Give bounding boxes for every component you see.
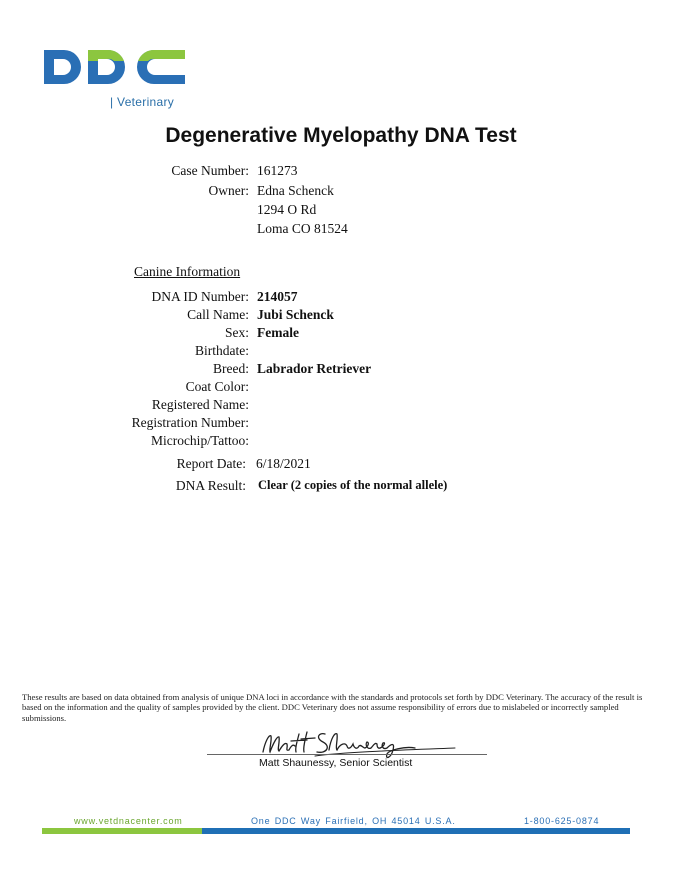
disclaimer-text: These results are based on data obtained from analysis of unique DNA loci in accordance with the standards and protocols set forth by DDC Veterinary. The accuracy of the result is based on the information and the quality of samples provided by the client. DDC Veterinary does not assume responsibility of errors due to mislabeled or incorrectly sampled submissions. <box>22 692 643 723</box>
case-number-value: 161273 <box>257 163 298 178</box>
report-date-value: 6/18/2021 <box>256 456 311 471</box>
footer-bar-green <box>42 828 202 834</box>
dna-id-label: DNA ID Number: <box>151 289 249 304</box>
logo-subtitle: | Veterinary <box>110 95 175 109</box>
page-title: Degenerative Myelopathy DNA Test <box>165 124 517 147</box>
owner-name: Edna Schenck <box>257 183 334 198</box>
sex-value: Female <box>257 325 299 340</box>
footer-address: One DDC Way Fairfield, OH 45014 U.S.A. <box>251 816 456 826</box>
footer-bar-blue <box>202 828 630 834</box>
dna-result-label: DNA Result: <box>175 478 246 493</box>
call-name-value: Jubi Schenck <box>257 307 334 322</box>
microchip-label: Microchip/Tattoo: <box>150 433 249 448</box>
birthdate-label: Birthdate: <box>195 343 249 358</box>
owner-address-line1: 1294 O Rd <box>257 202 317 217</box>
footer-phone: 1-800-625-0874 <box>524 816 600 826</box>
registration-number-label: Registration Number: <box>131 415 249 430</box>
canine-section-heading: Canine Information <box>134 264 241 279</box>
registered-name-label: Registered Name: <box>151 397 249 412</box>
owner-label: Owner: <box>208 183 249 198</box>
sex-label: Sex: <box>224 325 249 340</box>
footer-website[interactable]: www.vetdnacenter.com <box>74 816 183 826</box>
signature-line <box>207 754 487 755</box>
signer-name: Matt Shaunessy, Senior Scientist <box>259 757 413 769</box>
call-name-label: Call Name: <box>187 307 249 322</box>
dna-id-value: 214057 <box>257 289 298 304</box>
breed-label: Breed: <box>213 361 249 376</box>
breed-value: Labrador Retriever <box>257 361 372 376</box>
dna-result-value: Clear (2 copies of the normal allele) <box>258 478 448 492</box>
case-number-label: Case Number: <box>171 163 249 178</box>
owner-address-line2: Loma CO 81524 <box>257 221 348 236</box>
coat-color-label: Coat Color: <box>185 379 249 394</box>
report-date-label: Report Date: <box>176 456 246 471</box>
